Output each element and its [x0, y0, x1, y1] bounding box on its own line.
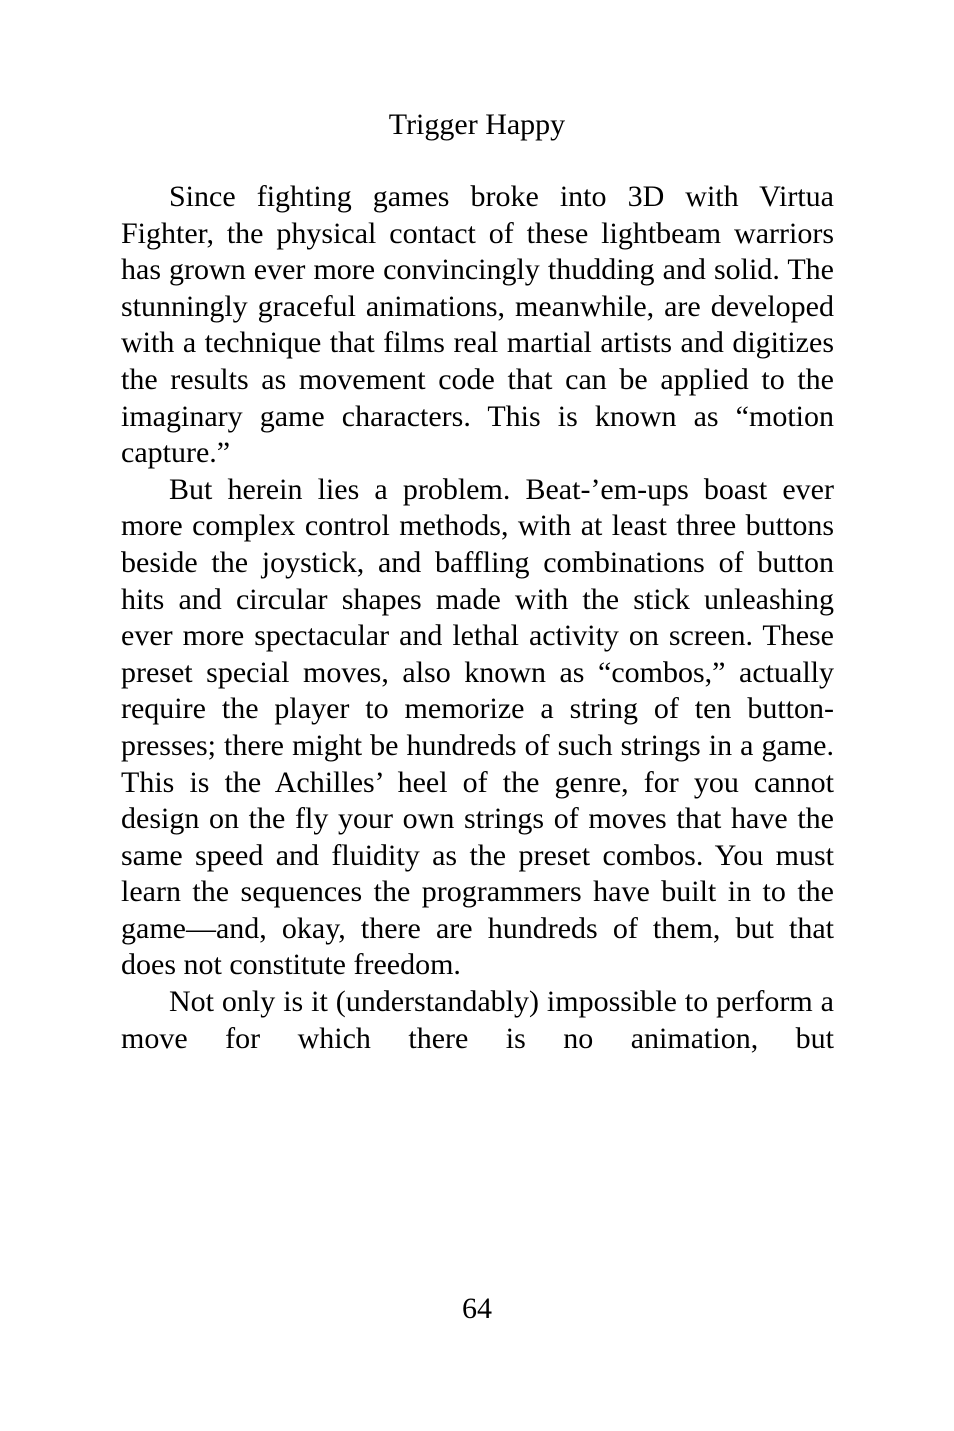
running-head-title: Trigger Happy: [388, 108, 566, 141]
paragraph: Since fighting games broke into 3D with Virtua Fighter, the physical contact of these lightbeam warriors has grown ever more convincingly thudding and solid. The stunningly graceful animations, meanwhile, are developed with a technique that films real martial artists and digitizes the results as movement code that can be applied to the imaginary game characters. This is known as “motion capture.”: [121, 180, 834, 470]
paragraph: But herein lies a problem. Beat-’em-ups boast ever more complex control methods, with at least three buttons beside the joystick, and baffling combinations of button hits and circular shapes made with the stick unleashing ever more spectacular and lethal activity on screen. These preset special moves, also known as “combos,” actually require the player to memorize a string of ten button-presses; there might be hundreds of such strings in a game. This is the Achilles’ heel of the genre, for you cannot design on the fly your own strings of moves that have the same speed and fluidity as the preset combos. You must learn the sequences the programmers have built in to the game—and, okay, there are hundreds of them, but that does not constitute freedom.: [121, 472, 834, 982]
paragraph-last: Not only is it (understandably) impossible to perform a move for which there is no animation, but: [121, 985, 834, 1055]
page-body: [121, 179, 834, 1057]
page-number: 64: [462, 1292, 492, 1325]
